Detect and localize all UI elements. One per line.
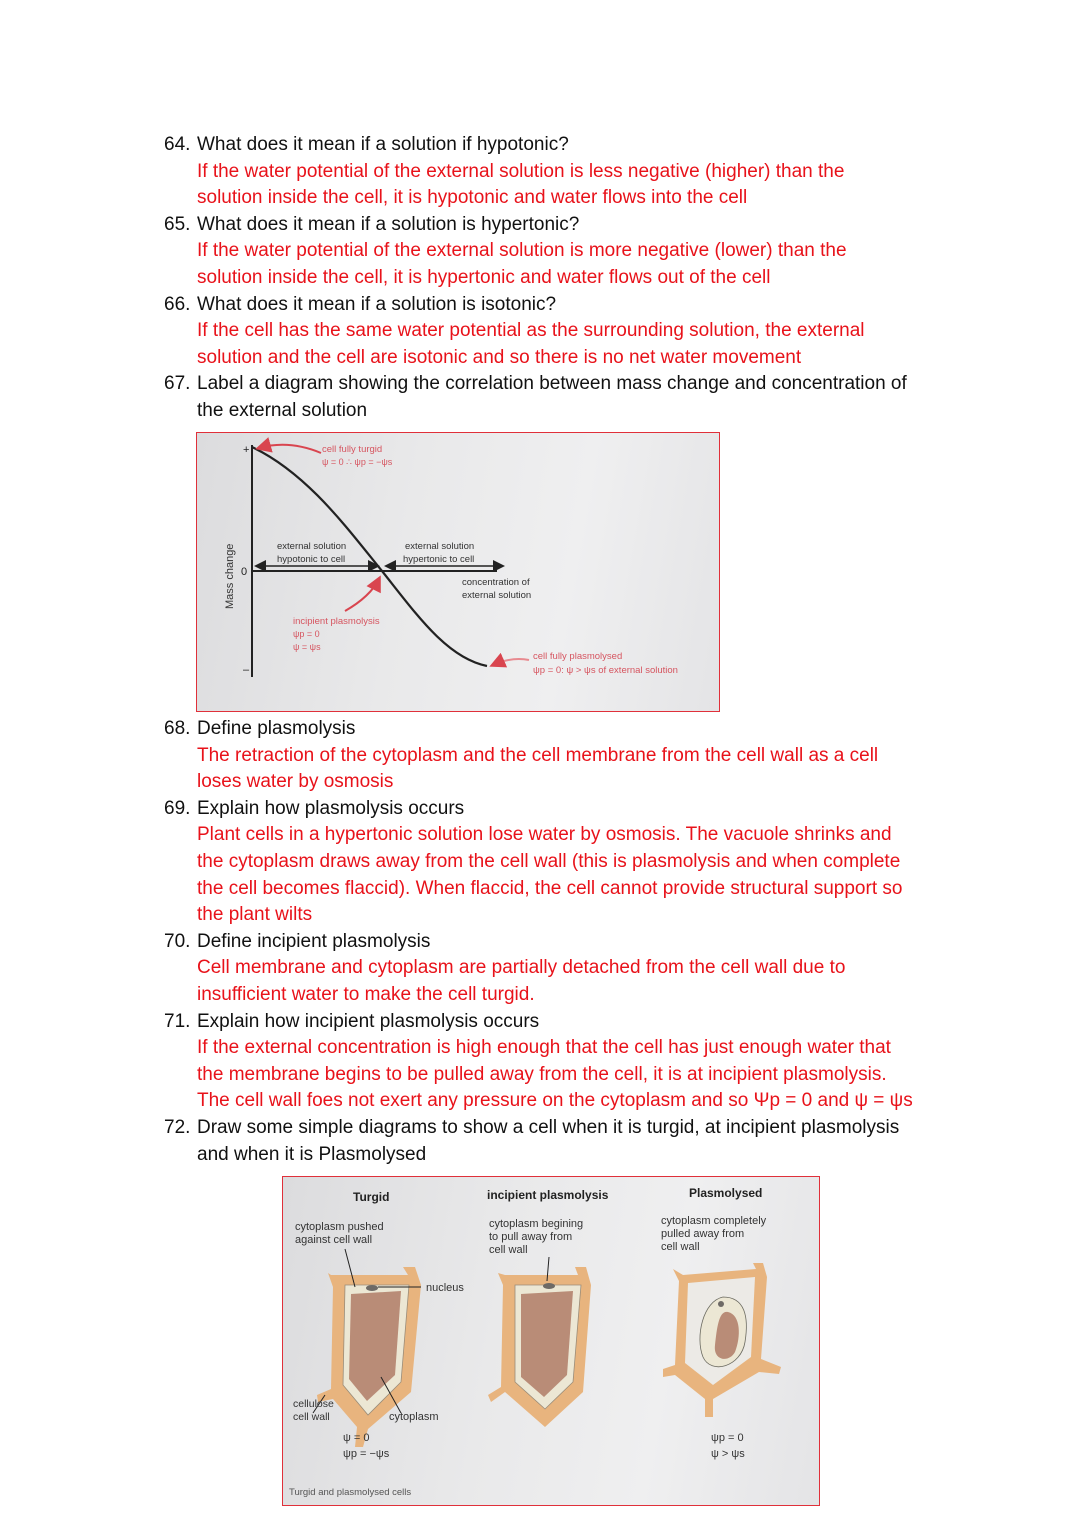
answer-66: If the cell has the same water potential as the surrounding solution, the external solution and the cell are isotonic and so there is no net water movement — [197, 320, 865, 368]
cytoplasm-label: cytoplasm — [389, 1411, 439, 1423]
nucleus-label: nucleus — [426, 1282, 464, 1294]
incipient-desc: cytoplasm begining — [489, 1218, 584, 1230]
svg-text:to pull away from: to pull away from — [489, 1231, 573, 1243]
svg-text:against cell wall: against cell wall — [295, 1234, 373, 1246]
plant-cells-figure — [282, 1176, 820, 1506]
question-68: 68. Define plasmolysis — [164, 718, 356, 739]
cell-wall-label: cellulose — [293, 1398, 334, 1410]
svg-text:cell wall: cell wall — [489, 1244, 528, 1256]
turgid-annotation: cell fully turgid — [322, 444, 383, 455]
plasmolysed-equation: ψp = 0 — [711, 1432, 744, 1444]
incipient-title: incipient plasmolysis — [487, 1188, 609, 1202]
svg-text:external solution: external solution — [462, 590, 532, 601]
turgid-title: Turgid — [353, 1190, 390, 1204]
hypotonic-label: external solution — [277, 541, 347, 552]
y-zero-tick: 0 — [241, 566, 248, 578]
svg-text:cell wall: cell wall — [661, 1241, 700, 1253]
svg-text:ψp = 0: ψp = 0 — [293, 629, 320, 639]
svg-text:ψ > ψs: ψ > ψs — [711, 1448, 745, 1460]
answer-65: If the water potential of the external solution is more negative (lower) than the solution inside the cell, it is hypertonic and water flows out of the cell — [197, 240, 847, 288]
plasmolysed-desc: cytoplasm completely — [661, 1215, 767, 1227]
answer-69: Plant cells in a hypertonic solution lose water by osmosis. The vacuole shrinks and the cytoplasm draws away from the cell wall (this is plasmolysis and when complete the cell becomes flaccid). When flaccid, the cell cannot provide structural support so the plant wilts — [197, 824, 903, 926]
svg-text:ψp = −ψs: ψp = −ψs — [343, 1448, 390, 1460]
svg-text:pulled away from: pulled away from — [661, 1228, 745, 1240]
figure-caption: Turgid and plasmolysed cells — [289, 1487, 412, 1498]
question-67: 67. Label a diagram showing the correlation between mass change and concentration of the external solution — [164, 373, 907, 421]
turgid-equation: ψ = 0 — [343, 1432, 370, 1444]
qa-block-top — [164, 132, 964, 425]
question-70: 70. Define incipient plasmolysis — [164, 930, 431, 952]
question-72: 72. Draw some simple diagrams to show a cell when it is turgid, at incipient plasmolysis and when it is Plasmolysed — [164, 1116, 900, 1165]
answer-71: If the external concentration is high enough that the cell has just enough water that the membrane begins to be pulled away from the cell, it is at incipient plasmolysis. The cell wall foes not exert any pressure on the cytoplasm and so Ψp = 0 and ψ = ψs — [197, 1037, 913, 1112]
question-65: 65. What does it mean if a solution is hypertonic? — [164, 213, 580, 235]
plasmolysed-title: Plasmolysed — [689, 1186, 763, 1200]
svg-text:hypotonic to cell: hypotonic to cell — [277, 554, 346, 565]
y-axis-label: Mass change — [224, 543, 236, 609]
question-64: 64. What does it mean if a solution if hypotonic? — [164, 134, 569, 155]
question-66: 66. What does it mean if a solution is isotonic? — [164, 293, 557, 315]
answer-68: The retraction of the cytoplasm and the cell membrane from the cell wall as a cell loses water by osmosis — [197, 744, 879, 793]
svg-text:ψ = ψs: ψ = ψs — [293, 642, 321, 652]
mass-change-graph — [196, 432, 720, 712]
qa-block-bottom — [164, 716, 964, 1168]
svg-text:ψ = 0 ∴ ψp = −ψs: ψ = 0 ∴ ψp = −ψs — [322, 457, 393, 467]
y-minus-tick: – — [243, 664, 250, 676]
turgid-desc: cytoplasm pushed — [295, 1221, 384, 1233]
question-71: 71. Explain how incipient plasmolysis occurs — [164, 1010, 540, 1032]
x-axis-label: concentration of — [462, 577, 530, 588]
plasmolysed-annotation: cell fully plasmolysed — [533, 651, 623, 662]
incipient-annotation: incipient plasmolysis — [293, 616, 380, 627]
question-69: 69. Explain how plasmolysis occurs — [164, 797, 465, 819]
svg-text:cell wall: cell wall — [293, 1411, 330, 1423]
plasmolysed-cell — [663, 1263, 781, 1417]
svg-text:ψp = 0: ψ > ψs of external sol: ψp = 0: ψ > ψs of external solution — [533, 665, 678, 676]
incipient-cell — [488, 1257, 591, 1427]
svg-text:hypertonic to cell: hypertonic to cell — [403, 554, 475, 565]
answer-64: If the water potential of the external solution is less negative (higher) than the solution inside the cell, it is hypotonic and water flows into the cell — [197, 160, 845, 209]
y-plus-tick: + — [243, 444, 250, 456]
hypertonic-label: external solution — [405, 541, 475, 552]
answer-70: Cell membrane and cytoplasm are partially detached from the cell wall due to insufficient water to make the cell turgid. — [197, 957, 846, 1005]
